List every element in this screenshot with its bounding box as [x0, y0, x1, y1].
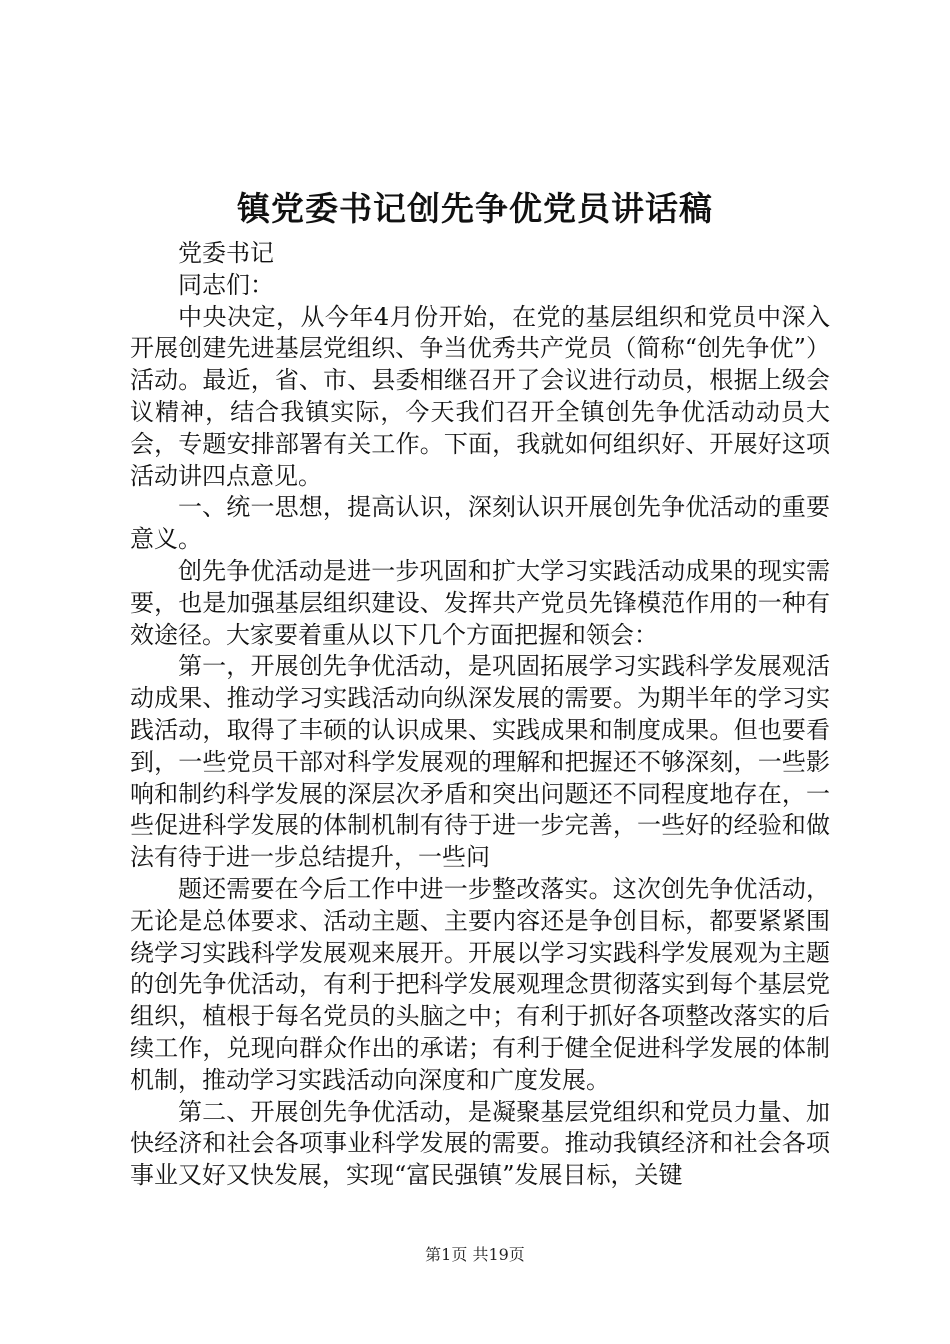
- paragraph-body: 题还需要在今后工作中进一步整改落实。这次创先争优活动，无论是总体要求、活动主题、主要内容还是争创目标，都要紧紧围绕学习实践科学发展观来展开。开展以学习实践科学发展观为主题的创先争优活动，有利于把科学发展观理念贯彻落实到每个基层党组织，植根于每名党员的头脑之中；有利于抓好各项整改落实的后续工作，兑现向群众作出的承诺；有利于健全促进科学发展的体制机制，推动学习实践活动向深度和广度发展。: [130, 874, 830, 1094]
- paragraph-body: 第一，开展创先争优活动，是巩固拓展学习实践科学发展观活动成果、推动学习实践活动向纵深发展的需要。为期半年的学习实践活动，取得了丰硕的认识成果、实践成果和制度成果。但也要看到，一些党员干部对科学发展观的理解和把握还不够深刻，一些影响和制约科学发展的深层次矛盾和突出问题还不同程度地存在，一些促进科学发展的体制机制有待于进一步完善，一些好的经验和做法有待于进一步总结提升，一些问: [130, 652, 830, 872]
- paragraph-salutation: 同志们：: [178, 270, 274, 299]
- document-title: 镇党委书记创先争优党员讲话稿: [237, 189, 713, 228]
- paragraph-intro: 中央决定，从今年4月份开始，在党的基层组织和党员中深入开展创建先进基层党组织、争当优秀共产党员（简称“创先争优”）活动。最近，省、市、县委相继召开了会议进行动员，根据上级会议精神，结合我镇实际，今天我们召开全镇创先争优活动动员大会，专题安排部署有关工作。下面，我就如何组织好、开展好这项活动讲四点意见。: [130, 302, 830, 490]
- document-body: [130, 238, 830, 1192]
- paragraph-speaker: 党委书记: [178, 239, 274, 267]
- page-footer: 第1页 共19页: [425, 1245, 525, 1264]
- paragraph-body: 第二、开展创先争优活动，是凝聚基层党组织和党员力量、加快经济和社会各项事业科学发展的需要。推动我镇经济和社会各项事业又好又快发展，实现“富民强镇”发展目标，关键: [130, 1097, 830, 1190]
- paragraph-heading-1: 一、统一思想，提高认识，深刻认识开展创先争优活动的重要意义。: [130, 493, 830, 554]
- paragraph-body: 创先争优活动是进一步巩固和扩大学习实践活动成果的现实需要，也是加强基层组织建设、发挥共产党员先锋模范作用的一种有效途径。大家要着重从以下几个方面把握和领会：: [130, 556, 830, 649]
